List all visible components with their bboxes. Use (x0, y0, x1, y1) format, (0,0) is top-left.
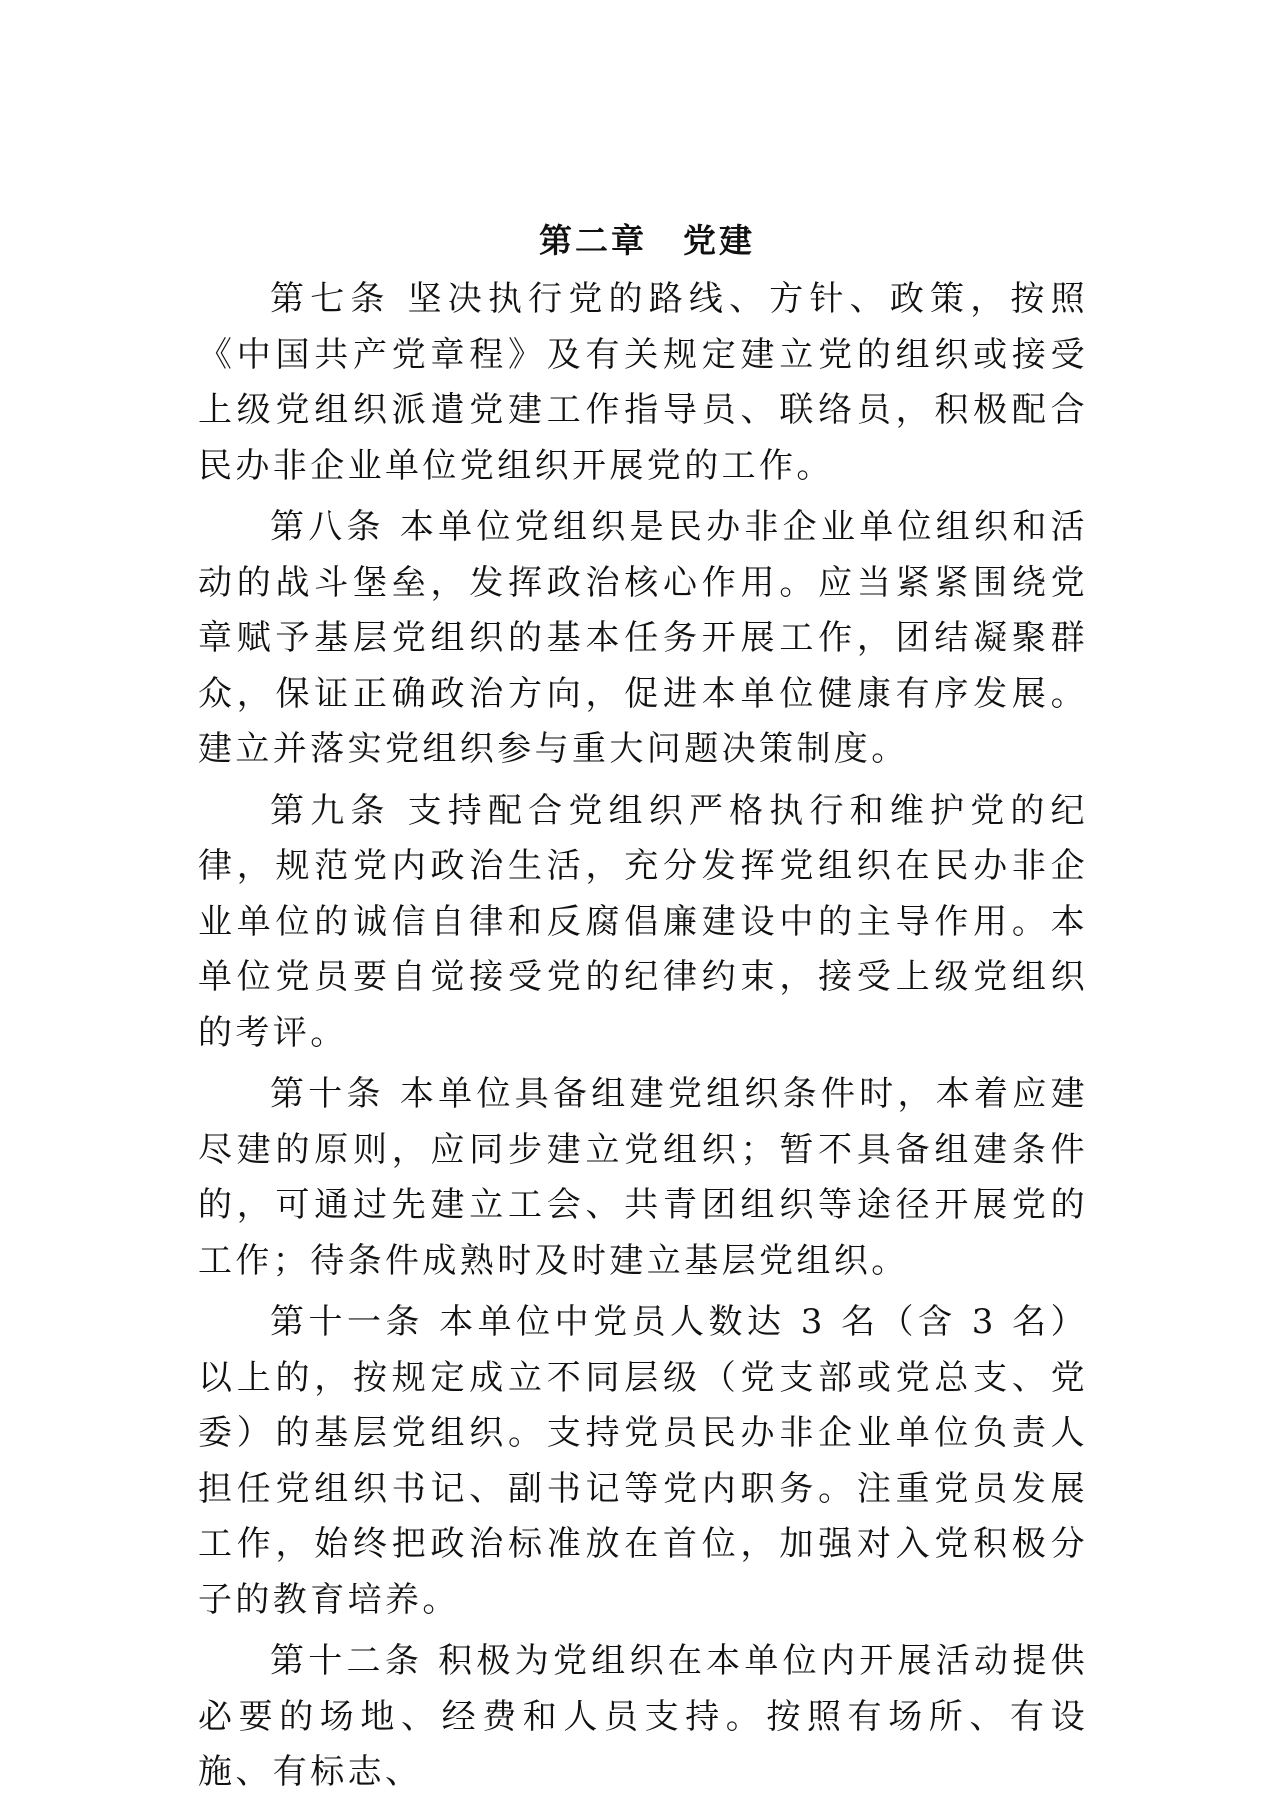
article-9: 第九条 支持配合党组织严格执行和维护党的纪律，规范党内政治生活，充分发挥党组织在民办非企业单位的诚信自律和反腐倡廉建设中的主导作用。本单位党员要自觉接受党的纪律约束，接受上级党组织的考评。 (198, 790, 1088, 1053)
article-8: 第八条 本单位党组织是民办非企业单位组织和活动的战斗堡垒，发挥政治核心作用。应当紧紧围绕党章赋予基层党组织的基本任务开展工作，团结凝聚群众，保证正确政治方向，促进本单位健康有序发展。建立并落实党组织参与重大问题决策制度。 (198, 507, 1088, 769)
chapter-title: 第二章 党建 (539, 221, 755, 260)
article-7: 第七条 坚决执行党的路线、方针、政策，按照《中国共产党章程》及有关规定建立党的组织或接受上级党组织派遣党建工作指导员、联络员，积极配合民办非企业单位党组织开展党的工作。 (198, 279, 1088, 486)
article-11: 第十一条 本单位中党员人数达 3 名（含 3 名）以上的，按规定成立不同层级（党支部或党总支、党委）的基层党组织。支持党员民办非企业单位负责人担任党组织书记、副书记等党内职务。注重党员发展工作，始终把政治标准放在首位，加强对入党积极分子的教育培养。 (198, 1302, 1088, 1620)
article-12: 第十二条 积极为党组织在本单位内开展活动提供必要的场地、经费和人员支持。按照有场所、有设施、有标志、 (198, 1641, 1088, 1792)
article-10: 第十条 本单位具备组建党组织条件时，本着应建尽建的原则，应同步建立党组织；暂不具备组建条件的，可通过先建立工会、共青团组织等途径开展党的工作；待条件成熟时及时建立基层党组织。 (198, 1074, 1088, 1281)
document-page (198, 215, 1088, 1807)
